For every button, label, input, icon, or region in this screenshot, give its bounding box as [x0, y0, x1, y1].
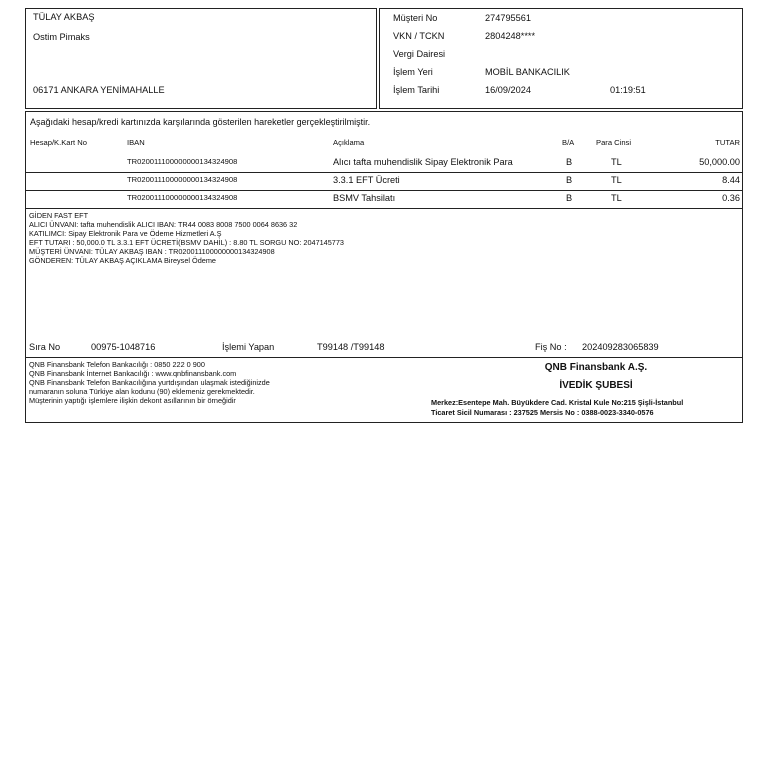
row-divider	[26, 190, 742, 191]
receipt-document	[25, 8, 743, 417]
bank-info-line: numaranın soluna Türkiye alan kodunu (90) eklemeniz gerekmektedir.	[29, 387, 255, 396]
row-aciklama: BSMV Tahsilatı	[333, 193, 396, 203]
col-header-hesap: Hesap/K.Kart No	[30, 138, 87, 147]
col-header-para: Para Cinsi	[596, 138, 632, 147]
islem-yeri-label: İşlem Yeri	[393, 67, 433, 77]
col-header-tutar: TUTAR	[715, 138, 740, 147]
islem-tarihi-value: 16/09/2024	[485, 85, 531, 95]
vkn-value: 2804248****	[485, 31, 536, 41]
row-aciklama: Alıcı tafta muhendislik Sipay Elektronik Para	[333, 157, 513, 167]
col-header-ba: B/A	[562, 138, 575, 147]
bank-info-line: QNB Finansbank Telefon Bankacılığı : 0850 222 0 900	[29, 360, 205, 369]
row-para: TL	[611, 175, 622, 185]
row-tutar: 0.36	[722, 193, 740, 203]
row-iban: TR020011100000000134324908	[127, 157, 238, 166]
fis-no-label: Fiş No :	[535, 342, 567, 352]
musteri-no-value: 274795561	[485, 13, 531, 23]
bank-branch: İVEDİK ŞUBESİ	[559, 380, 633, 391]
sira-no-value: 00975-1048716	[91, 342, 156, 352]
customer-address: 06171 ANKARA YENİMAHALLE	[33, 85, 165, 95]
vergi-dairesi-label: Vergi Dairesi	[393, 49, 446, 59]
footer-divider	[26, 357, 742, 358]
row-divider	[26, 172, 742, 173]
intro-text: Aşağıdaki hesap/kredi kartınızda karşılarında gösterilen hareketler gerçekleştirilmiştir.	[30, 117, 371, 127]
row-tutar: 50,000.00	[699, 157, 740, 167]
row-tutar: 8.44	[722, 175, 740, 185]
islem-yeri-value: MOBİL BANKACILIK	[485, 67, 570, 77]
row-ba: B	[566, 175, 573, 185]
customer-company: Ostim Pimaks	[33, 32, 90, 42]
islem-tarihi-label: İşlem Tarihi	[393, 85, 440, 95]
customer-name: TÜLAY AKBAŞ	[33, 12, 95, 22]
detail-line: MÜŞTERİ ÜNVANI: TÜLAY AKBAŞ IBAN : TR020011100000000134324908	[29, 247, 275, 256]
row-iban: TR020011100000000134324908	[127, 193, 238, 202]
transaction-meta-box	[379, 8, 743, 109]
vkn-label: VKN / TCKN	[393, 31, 445, 41]
row-ba: B	[566, 193, 573, 203]
customer-box	[25, 8, 377, 109]
col-header-aciklama: Açıklama	[333, 138, 365, 147]
bank-info-line: QNB Finansbank Telefon Bankacılığına yurtdışından ulaşmak istediğinizde	[29, 378, 270, 387]
transactions-box	[25, 111, 743, 423]
row-iban: TR020011100000000134324908	[127, 175, 238, 184]
sira-no-label: Sıra No	[29, 342, 61, 352]
islemi-yapan-label: İşlemi Yapan	[222, 342, 275, 352]
fis-no-value: 202409283065839	[582, 342, 659, 352]
bank-headquarters: Merkez:Esentepe Mah. Büyükdere Cad. Kristal Kule No:215 Şişli-İstanbul	[431, 398, 684, 407]
bank-info-line: Müşterinin yaptığı işlemlere ilişkin dekont asıllarının bir örneğidir	[29, 396, 236, 405]
detail-line: EFT TUTARI : 50,000.0 TL 3.3.1 EFT ÜCRETİ(BSMV DAHİL) : 8.80 TL SORGU NO: 2047145773	[29, 238, 344, 247]
musteri-no-label: Müşteri No	[393, 13, 438, 23]
row-aciklama: 3.3.1 EFT Ücreti	[333, 175, 400, 185]
row-ba: B	[566, 157, 573, 167]
detail-line: KATILIMCI: Sipay Elektronik Para ve Ödeme Hizmetleri A.Ş	[29, 229, 222, 238]
detail-line: ALICI ÜNVANI: tafta muhendislik ALICI IBAN: TR44 0083 8008 7500 0064 8636 32	[29, 220, 298, 229]
row-divider	[26, 208, 742, 209]
row-para: TL	[611, 157, 622, 167]
col-header-iban: IBAN	[127, 138, 145, 147]
bank-name: QNB Finansbank A.Ş.	[544, 362, 648, 373]
detail-line: GÖNDEREN: TÜLAY AKBAŞ AÇIKLAMA Bireysel Ödeme	[29, 256, 216, 265]
row-para: TL	[611, 193, 622, 203]
detail-line: GİDEN FAST EFT	[29, 211, 89, 220]
islem-saati-value: 01:19:51	[610, 85, 646, 95]
bank-info-line: QNB Finansbank İnternet Bankacılığı : www.qnbfinansbank.com	[29, 369, 237, 378]
islemi-yapan-value: T99148 /T99148	[317, 342, 385, 352]
bank-registry: Ticaret Sicil Numarası : 237525 Mersis No : 0388-0023-3340-0576	[431, 408, 654, 417]
